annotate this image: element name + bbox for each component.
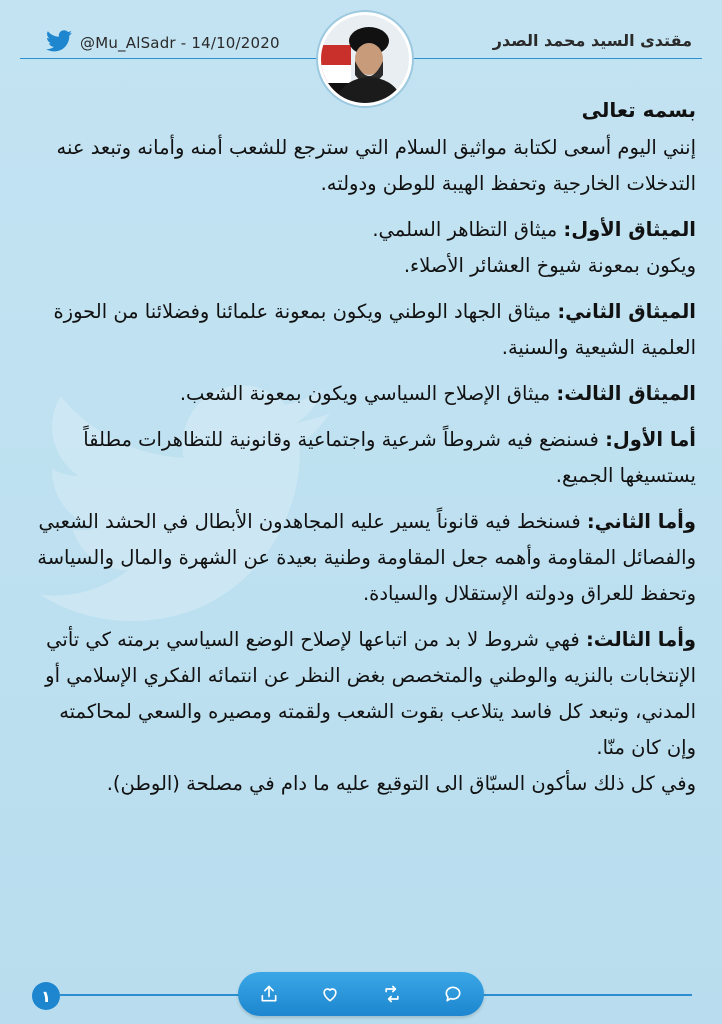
page-number-badge: ١: [32, 982, 60, 1010]
heart-icon[interactable]: [318, 982, 342, 1006]
charter-2-text: ميثاق الجهاد الوطني ويكون بمعونة علمائنا وفضلائنا من الحوزة العلمية الشيعية والسنية.: [53, 300, 696, 359]
third-label: وأما الثالث:: [585, 628, 696, 651]
charter-1-label: الميثاق الأول:: [563, 218, 696, 241]
charter-2-label: الميثاق الثاني:: [557, 300, 696, 323]
first-paragraph: [30, 422, 696, 494]
charter-3-label: الميثاق الثالث:: [556, 382, 696, 405]
twitter-bird-icon: [46, 30, 72, 56]
charter-2: [30, 294, 696, 366]
retweet-icon[interactable]: [380, 982, 404, 1006]
charter-3: [30, 376, 696, 412]
charter-1-text: ميثاق التظاهر السلمي.: [372, 218, 564, 241]
third-paragraph: [30, 622, 696, 766]
first-label: أما الأول:: [605, 428, 696, 451]
account-name: مقتدى السيد محمد الصدر: [492, 31, 692, 50]
third-text: فهي شروط لا بد من اتباعها لإصلاح الوضع السياسي برمته كي تأتي الإنتخابات بالنزيه والوطني والمتخصص بغض النظر عن انتمائه الفكري الإسلامي أو المدني، وتبعد كل فاسد يتلاعب بقوت الشعب ولقمته ومصيره والسعي لمحاكمته وإن كان منّا.: [45, 628, 696, 759]
first-text: فسنضع فيه شروطاً شرعية واجتماعية وقانونية للتظاهرات مطلقاً يستسيغها الجميع.: [83, 428, 696, 487]
second-text: فسنخط فيه قانوناً يسير عليه المجاهدون الأبطال في الحشد الشعبي والفصائل المقاومة وأهمه جعل المقاومة وطنية بعيدة عن الشهرة والمال والسياسة وتحفظ للعراق ودولته الإستقلال والسيادة.: [37, 510, 696, 605]
second-label: وأما الثاني:: [586, 510, 696, 533]
second-paragraph: [30, 504, 696, 612]
tweet-body: [30, 92, 696, 802]
charter-1: [30, 212, 696, 248]
basmala: بسمه تعالى: [581, 98, 696, 122]
intro-paragraph: إنني اليوم أسعى لكتابة مواثيق السلام التي سترجع للشعب أمنه وأمانه وتبعد عنه التدخلات الخارجية وتحفظ الهيبة للوطن ودولته.: [56, 136, 696, 195]
charter-3-text: ميثاق الإصلاح السياسي ويكون بمعونة الشعب.: [179, 382, 557, 405]
share-icon[interactable]: [257, 982, 281, 1006]
account-handle: [46, 30, 280, 56]
action-bar: [238, 972, 484, 1016]
closing-paragraph: وفي كل ذلك سأكون السبّاق الى التوقيع عليه ما دام في مصلحة (الوطن).: [106, 772, 696, 795]
charter-1-line-2: ويكون بمعونة شيوخ العشائر الأصلاء.: [403, 254, 696, 277]
reply-icon[interactable]: [441, 982, 465, 1006]
handle-text: @Mu_AlSadr - 14/10/2020: [80, 34, 280, 52]
